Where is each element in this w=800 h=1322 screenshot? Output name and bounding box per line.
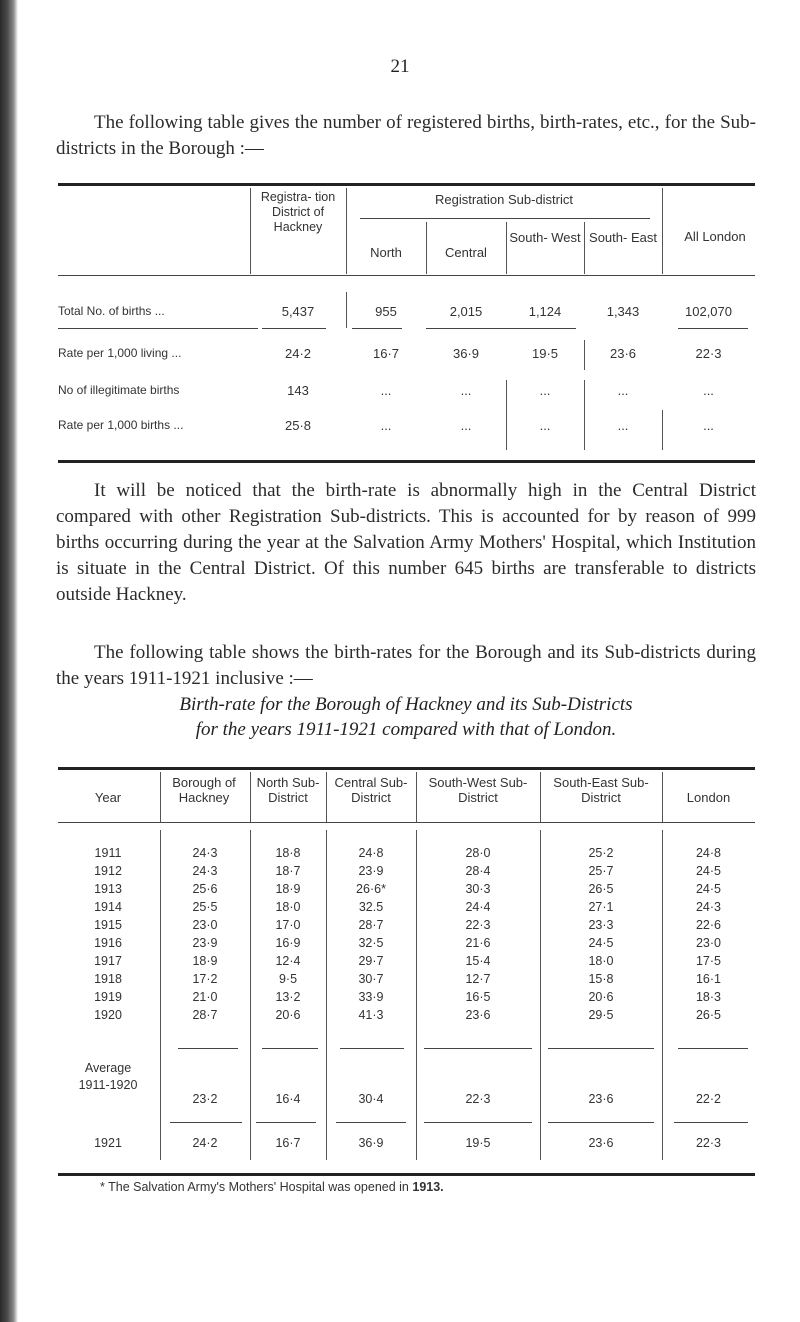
table1-vline <box>662 188 663 274</box>
cell: 32·5 <box>358 936 384 950</box>
cell: 25·7 <box>588 864 614 878</box>
cell-year: 1921 <box>94 1136 122 1150</box>
cell: 18·0 <box>275 900 301 914</box>
cell: 26·5 <box>588 882 614 896</box>
cell: 16·1 <box>695 972 722 986</box>
table-row <box>0 972 800 988</box>
cell: 24·2 <box>192 1136 218 1150</box>
cell: 30·4 <box>358 1092 384 1106</box>
cell: 23·6 <box>588 1092 614 1106</box>
table1-vline <box>584 222 585 274</box>
cell-year: 1912 <box>94 864 122 878</box>
header-year: Year <box>94 790 122 805</box>
cell: 18·9 <box>275 882 301 896</box>
cell: 16·5 <box>465 990 491 1004</box>
cell: 143 <box>287 383 309 398</box>
average-label: Average <box>84 1061 132 1075</box>
header-borough: Borough of Hackney <box>172 775 236 805</box>
table-row <box>0 918 800 934</box>
cell: 30·7 <box>358 972 384 986</box>
cell: 13·2 <box>275 990 301 1004</box>
cell: ... <box>380 418 392 433</box>
cell: 28·4 <box>465 864 491 878</box>
header-group-rule <box>360 218 650 219</box>
row-label-rate-living: Rate per 1,000 living ... <box>58 346 182 360</box>
header-south-west: South- West <box>509 230 581 245</box>
cell-year: 1914 <box>94 900 122 914</box>
row-rule <box>674 1122 748 1123</box>
cell: 22·3 <box>465 918 491 932</box>
cell: 18·3 <box>695 990 722 1004</box>
table1-top-rule <box>58 183 755 186</box>
footnote-year: 1913. <box>412 1180 444 1194</box>
row-rule <box>340 1048 404 1049</box>
table2-vline <box>326 772 327 822</box>
row-rule <box>178 1048 238 1049</box>
table-row <box>0 936 800 952</box>
cell: 22·3 <box>695 1136 722 1150</box>
cell: 20·6 <box>588 990 614 1004</box>
row-rule <box>678 1048 748 1049</box>
cell: 24·8 <box>358 846 384 860</box>
intro-paragraph <box>56 110 756 162</box>
table-row <box>0 882 800 898</box>
header-south-west-sub: South-West Sub- District <box>428 775 528 805</box>
header-north-sub: North Sub- District <box>256 775 320 805</box>
table2-vline <box>416 772 417 822</box>
cell: 20·6 <box>275 1008 301 1022</box>
row-rule <box>58 328 258 329</box>
cell: 23·6 <box>465 1008 491 1022</box>
cell: 28·7 <box>358 918 384 932</box>
table1-vline <box>506 222 507 274</box>
cell: 22·6 <box>695 918 722 932</box>
cell: 19·5 <box>531 346 559 361</box>
cell: 22·3 <box>465 1092 491 1106</box>
cell: ... <box>703 418 714 433</box>
table1-vline <box>346 188 347 274</box>
table1-header-rule <box>58 275 755 276</box>
cell: 23·9 <box>192 936 218 950</box>
cell: 25·5 <box>192 900 218 914</box>
header-central-sub: Central Sub- District <box>334 775 408 805</box>
cell: ... <box>460 383 472 398</box>
cell: 26·6* <box>356 882 386 896</box>
cell: 18·8 <box>275 846 301 860</box>
table2-intro-paragraph <box>56 640 756 692</box>
row-label-rate-births: Rate per 1,000 births ... <box>58 418 184 432</box>
cell: 36·9 <box>452 346 480 361</box>
intro-text: The following table gives the number of registered births, birth-rates, etc., for the Sub-districts in the Borough :— <box>56 112 756 159</box>
cell: 23·0 <box>192 918 218 932</box>
header-all-london: All London <box>684 229 746 244</box>
cell: 19·5 <box>465 1136 491 1150</box>
row-rule <box>262 1048 318 1049</box>
cell: ... <box>460 418 472 433</box>
cell: 16·7 <box>275 1136 301 1150</box>
cell: 25·2 <box>588 846 614 860</box>
row-label-total-births: Total No. of births ... <box>58 304 165 318</box>
cell: 18·0 <box>588 954 614 968</box>
cell: ... <box>539 383 551 398</box>
cell: 28·7 <box>192 1008 218 1022</box>
header-south-east: South- East <box>589 230 657 245</box>
cell: 41·3 <box>358 1008 384 1022</box>
footnote-text: The Salvation Army's Mothers' Hospital was opened in <box>108 1180 409 1194</box>
cell-year: 1915 <box>94 918 122 932</box>
row-rule <box>262 328 326 329</box>
cell: 23·6 <box>588 1136 614 1150</box>
row-rule <box>170 1122 242 1123</box>
row-rule <box>548 1122 654 1123</box>
cell: 12·7 <box>465 972 491 986</box>
table1-vline <box>250 188 251 274</box>
cell-year: 1911 <box>94 846 122 860</box>
cell: 33·9 <box>358 990 384 1004</box>
header-district-hackney: Registra- tion District of Hackney <box>260 190 336 234</box>
cell: 2,015 <box>449 304 483 319</box>
cell: 23·6 <box>609 346 637 361</box>
table-row <box>0 990 800 1006</box>
cell: 23·0 <box>695 936 722 950</box>
cell: 30·3 <box>465 882 491 896</box>
cell: 102,070 <box>685 304 732 319</box>
row-rule <box>548 1048 654 1049</box>
cell-year: 1916 <box>94 936 122 950</box>
cell: 28·0 <box>465 846 491 860</box>
cell: 12·4 <box>275 954 301 968</box>
table2-vline <box>540 772 541 822</box>
cell: 16·9 <box>275 936 301 950</box>
cell: 24·3 <box>192 846 218 860</box>
cell-year: 1918 <box>94 972 122 986</box>
cell: 23·3 <box>588 918 614 932</box>
table2-header-rule <box>58 822 755 823</box>
table2-vline <box>662 772 663 822</box>
cell: 25·6 <box>192 882 218 896</box>
table2-caption-line2: for the years 1911-1921 compared with that of London. <box>195 719 617 740</box>
row-rule <box>424 1122 532 1123</box>
row-rule <box>424 1048 532 1049</box>
cell: ... <box>617 418 629 433</box>
row-label-illegitimate: No of illegitimate births <box>58 383 180 397</box>
cell: 9·5 <box>278 972 298 986</box>
cell: 24·3 <box>695 900 722 914</box>
row-rule <box>352 328 402 329</box>
header-central: Central <box>445 245 487 260</box>
cell: 18·7 <box>275 864 301 878</box>
header-london: London <box>686 790 731 805</box>
table-row <box>0 1008 800 1024</box>
cell: 26·5 <box>695 1008 722 1022</box>
cell: 955 <box>375 304 397 319</box>
cell: 17·5 <box>695 954 722 968</box>
cell: 29·7 <box>358 954 384 968</box>
header-north: North <box>370 245 402 260</box>
cell-year: 1920 <box>94 1008 122 1022</box>
cell: 24·8 <box>695 846 722 860</box>
cell: 29·5 <box>588 1008 614 1022</box>
cell: 5,437 <box>281 304 315 319</box>
header-subdistrict-group: Registration Sub-district <box>435 192 573 207</box>
table1-vline <box>426 222 427 274</box>
cell: 17·0 <box>275 918 301 932</box>
table-row <box>0 846 800 862</box>
cell-year: 1919 <box>94 990 122 1004</box>
cell: 36·9 <box>358 1136 384 1150</box>
cell: 24·4 <box>465 900 491 914</box>
cell: 24·3 <box>192 864 218 878</box>
table-row <box>0 864 800 880</box>
average-period: 1911-1920 <box>78 1078 138 1092</box>
explanation-text: It will be noticed that the birth-rate is abnormally high in the Central District compared with other Registration Sub-districts. This is accounted for by reason of 999 births occurring during the year at the Salvation Army Mothers' Hospital, which Institution is situate in the Central District. Of this number 645 births are transferable to districts outside Hackney. <box>56 480 756 605</box>
cell: 15·4 <box>465 954 491 968</box>
cell: 27·1 <box>588 900 614 914</box>
row-rule <box>336 1122 406 1123</box>
header-south-east-sub: South-East Sub- District <box>553 775 649 805</box>
footnote-marker: * <box>100 1180 105 1194</box>
cell: 23·9 <box>358 864 384 878</box>
cell: 16·7 <box>372 346 400 361</box>
table2-caption-line1: Birth-rate for the Borough of Hackney and its Sub-Districts <box>179 694 633 715</box>
cell: 24·5 <box>695 882 722 896</box>
cell: 24·5 <box>588 936 614 950</box>
row-rule <box>256 1122 316 1123</box>
table2-bottom-rule <box>58 1173 755 1176</box>
table2-top-rule <box>58 767 755 770</box>
page-number: 21 <box>390 56 410 77</box>
table2-vline <box>250 772 251 822</box>
cell: 21·0 <box>192 990 218 1004</box>
explanation-paragraph <box>56 478 756 608</box>
row-rule <box>426 328 576 329</box>
cell-year: 1917 <box>94 954 122 968</box>
cell: 23·2 <box>192 1092 218 1106</box>
cell: 17·2 <box>192 972 218 986</box>
cell: 15·8 <box>588 972 614 986</box>
cell: 24·5 <box>695 864 722 878</box>
table2-vline <box>160 772 161 822</box>
footnote <box>100 1180 444 1194</box>
cell-year: 1913 <box>94 882 122 896</box>
table1-bottom-rule <box>58 460 755 463</box>
cell: 22·3 <box>695 346 722 361</box>
cell: 1,124 <box>528 304 562 319</box>
cell: 1,343 <box>606 304 640 319</box>
cell: 24·2 <box>284 346 312 361</box>
cell: 32.5 <box>358 900 384 914</box>
cell: 22·2 <box>695 1092 722 1106</box>
row-rule <box>678 328 748 329</box>
table2-intro-text: The following table shows the birth-rates for the Borough and its Sub-districts during the years 1911-1921 inclusive :— <box>56 642 756 689</box>
cell: ... <box>617 383 629 398</box>
cell: 25·8 <box>284 418 312 433</box>
table-row <box>0 1136 800 1152</box>
cell: ... <box>380 383 392 398</box>
table-row <box>0 900 800 916</box>
cell: 21·6 <box>465 936 491 950</box>
cell: 18·9 <box>192 954 218 968</box>
cell: ... <box>539 418 551 433</box>
cell: ... <box>703 383 714 398</box>
table-row <box>0 954 800 970</box>
cell: 16·4 <box>275 1092 301 1106</box>
book-spine-shadow <box>0 0 18 1322</box>
